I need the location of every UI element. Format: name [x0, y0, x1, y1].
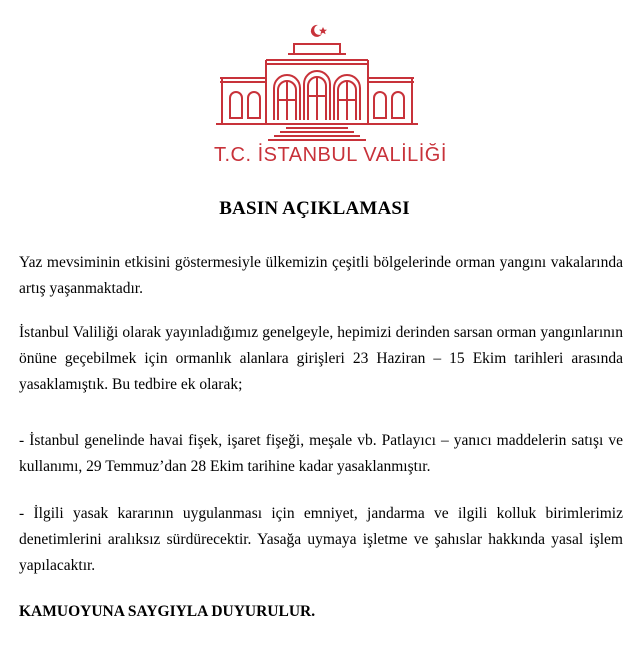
paragraph-2: İstanbul Valiliği olarak yayınladığımız genelgeyle, hepimizi derinden sarsan orman yangınlarının önüne geçebilmek için ormanlık alanlara girişleri 23 Haziran – 15 Ekim tarihleri arasında yasaklamıştık. Bu tedbire ek olarak; [19, 324, 623, 393]
paragraph-3: - İstanbul genelinde havai fişek, işaret fişeği, meşale vb. Patlayıcı – yanıcı maddelerin satışı ve kullanımı, 29 Temmuz’dan 28 Ekim tarihine kadar yasaklanmıştır. [19, 432, 623, 475]
document-title: BASIN AÇIKLAMASI [219, 198, 410, 219]
logo-text: T.C. İSTANBUL VALİLİĞİ [214, 144, 447, 166]
paragraph-4: - İlgili yasak kararının uygulanması için emniyet, jandarma ve ilgili kolluk birimlerimiz denetimlerini aralıksız sürdürecektir. Yasağa uymaya işletme ve şahıslar hakkında yasal işlem yapılacaktır. [19, 505, 623, 574]
governorship-building-icon [214, 20, 420, 142]
closing-statement: KAMUOYUNA SAYGIYLA DUYURULUR. [19, 603, 316, 620]
istanbul-governorship-logo [214, 20, 447, 170]
paragraph-1: Yaz mevsiminin etkisini göstermesiyle ülkemizin çeşitli bölgelerinde orman yangını vakalarında artış yaşanmaktadır. [19, 254, 623, 297]
